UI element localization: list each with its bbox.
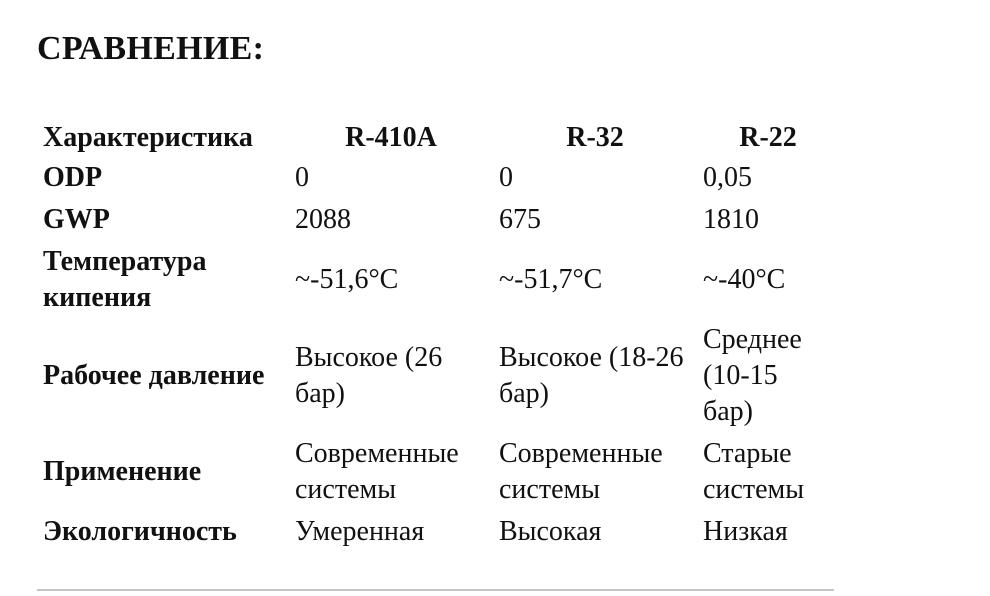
page-title: СРАВНЕНИЕ: [37,30,265,67]
table-cell: 1810 [703,204,759,235]
column-header-r410a: R-410A [345,122,437,153]
row-label-application: Применение [43,456,202,487]
table-cell: ~-51,6°C [295,264,399,295]
comparison-table [37,118,839,554]
table-row [37,242,839,320]
table-row [37,320,839,434]
table-cell: Умеренная [295,516,425,547]
row-label-eco-friendliness: Экологичность [43,516,237,547]
row-label-boiling-temperature: Температура кипения [43,246,207,313]
row-label-gwp: GWP [43,204,110,235]
table-cell: Старые системы [703,438,805,505]
table-row [37,158,839,200]
table-cell: Высокое (26 бар) [295,342,443,409]
table-cell: 2088 [295,204,351,235]
column-header-characteristic: Характеристика [43,122,253,153]
table-row [37,434,839,512]
table-header-row [37,118,839,158]
table-cell: 0 [295,162,309,193]
table-cell: Высокая [499,516,602,547]
horizontal-divider [37,589,834,591]
table-cell: ~-51,7°C [499,264,603,295]
table-row [37,200,839,242]
column-header-r32: R-32 [566,122,624,153]
table-cell: Современные системы [295,438,459,505]
row-label-working-pressure: Рабочее давление [43,360,265,391]
table-cell: ~-40°C [703,264,786,295]
table-row [37,512,839,554]
table-cell: 675 [499,204,541,235]
row-label-odp: ODP [43,162,103,193]
table-cell: Современные системы [499,438,663,505]
table-cell: 0,05 [703,162,752,193]
table-cell: Среднее (10-15 бар) [703,324,802,427]
column-header-r22: R-22 [739,122,797,153]
table-cell: 0 [499,162,513,193]
table-cell: Низкая [703,516,788,547]
table-cell: Высокое (18-26 бар) [499,342,684,409]
